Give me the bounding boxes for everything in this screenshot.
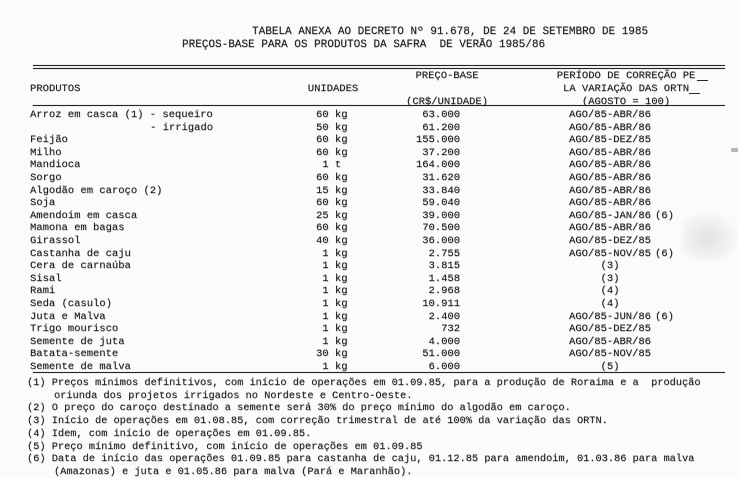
price-cell: 164.000: [415, 159, 460, 172]
product-cell: Castanha de caju: [30, 247, 131, 260]
period-cell: AGO/85-NOV/85: [569, 247, 651, 260]
price-cell: 61.200: [422, 121, 460, 134]
period-cell: AGO/85-ABR/86: [569, 335, 651, 348]
footnote-line: (5) Preço mínimo definitivo, com início de operações em 01.09.85: [27, 440, 423, 453]
period-cell: AGO/85-ABR/86: [569, 159, 651, 172]
price-cell: 10.911: [422, 298, 460, 310]
price-cell: 732: [441, 323, 460, 336]
table-top-rule-outer: [33, 65, 725, 66]
price-cell: 2.968: [428, 285, 460, 298]
unit-cell: 40 kg: [316, 235, 348, 247]
period-cell: (5): [600, 361, 620, 373]
table-row: [33, 122, 725, 135]
period-cell: AGO/85-ABR/86: [569, 222, 651, 235]
table-row: [30, 197, 725, 210]
price-cell: 3.815: [428, 260, 460, 273]
table-row: [30, 285, 725, 298]
period-cell: AGO/85-ABR/86: [569, 184, 651, 197]
product-cell: Feijão: [30, 134, 68, 147]
table-row: [30, 235, 725, 248]
table-row: [30, 348, 725, 361]
period-cell: AGO/85-DEZ/85: [569, 134, 651, 147]
unit-cell: 60 kg: [316, 172, 348, 184]
unit-cell: 60 kg: [316, 134, 348, 147]
column-header-price-line1: PREÇO-BASE: [415, 70, 479, 82]
table-row: [30, 209, 725, 223]
price-cell: 31.620: [422, 172, 460, 184]
product-cell: Mandioca: [30, 159, 81, 172]
period-cell: AGO/85-ABR/86: [569, 109, 651, 121]
column-header-units: UNIDADES: [307, 83, 359, 95]
table-row: [30, 310, 725, 324]
footnote-ref: (6): [655, 209, 674, 222]
unit-cell: 25 kg: [316, 209, 348, 222]
price-cell: 155.000: [415, 134, 460, 147]
unit-cell: 60 kg: [316, 146, 348, 159]
footnote-line: (6) Data de início das operações 01.09.85 para castanha de caju, 01.12.85 para amendoim, 01.03.86 para malva: [27, 453, 695, 466]
price-cell: 2.755: [428, 247, 460, 260]
price-cell: 1.458: [428, 272, 460, 285]
price-cell: 36.000: [422, 235, 460, 247]
period-cell: AGO/85-ABR/86: [569, 146, 651, 159]
table-row: [30, 361, 725, 374]
footnote-ref: (6): [655, 247, 674, 260]
table-top-rule-inner: [33, 68, 725, 69]
product-cell: Soja: [30, 197, 56, 210]
period-cell: AGO/85-ABR/86: [569, 197, 651, 210]
price-cell: 2.400: [428, 310, 460, 323]
footnote-ref: (6): [655, 310, 674, 323]
price-cell: 4.000: [428, 335, 460, 348]
unit-cell: 1 kg: [316, 310, 348, 323]
unit-cell: 1 kg: [316, 323, 348, 336]
footnote-line: (2) O preço do caroço destinado a semente será 30% do preço mínimo do algodão em caroço.: [27, 402, 571, 415]
unit-cell: 1 kg: [316, 335, 348, 348]
unit-cell: 1 kg: [316, 260, 348, 273]
footnote-line: oriunda dos projetos irrigados no Nordeste e Centro-Oeste.: [54, 389, 413, 402]
period-cell: AGO/85-DEZ/85: [569, 235, 651, 247]
unit-cell: 1 kg: [316, 361, 348, 373]
period-cell: (3): [600, 260, 620, 273]
unit-cell: 50 kg: [316, 121, 348, 134]
product-cell: Sisal: [30, 272, 62, 285]
column-header-period-line1: PERÍODO DE CORREÇÃO PE: [556, 70, 696, 82]
period-cell: AGO/85-JUN/86: [569, 310, 651, 323]
product-cell: Rami: [30, 285, 56, 298]
table-row: [30, 247, 725, 261]
product-cell: Sorgo: [30, 172, 62, 184]
product-cell: Semente de juta: [30, 335, 125, 348]
table-row: [30, 335, 725, 349]
scan-edge-artifact: [731, 148, 738, 152]
unit-cell: 1 kg: [316, 247, 348, 260]
price-cell: 51.000: [422, 348, 460, 361]
period-cell: (3): [600, 272, 620, 285]
unit-cell: 1 kg: [316, 298, 348, 310]
price-cell: 70.500: [422, 222, 460, 235]
footnote-line: (1) Preços mínimos definitivos, com início de operações em 01.09.85, para a produção de Roraima e a produção: [27, 377, 701, 389]
price-cell: 37.200: [422, 146, 460, 159]
document-title-line2: PREÇOS-BASE PARA OS PRODUTOS DA SAFRA DE VERÃO 1985/86: [182, 39, 546, 51]
document-title-line1: TABELA ANEXA AO DECRETO Nº 91.678, DE 24 DE SETEMBRO DE 1985: [252, 26, 649, 38]
product-cell: Algodão em caroço (2): [30, 184, 163, 197]
product-cell: Girassol: [30, 235, 81, 247]
table-row: [30, 159, 725, 172]
unit-cell: 1 t: [316, 159, 342, 172]
unit-cell: 1 kg: [316, 272, 348, 285]
table-row: [30, 172, 725, 185]
table-row: [30, 184, 725, 198]
price-cell: 63.000: [422, 109, 460, 121]
period-cell: (4): [600, 285, 620, 298]
period-cell: AGO/85-NOV/85: [569, 348, 651, 361]
table-row: [30, 260, 725, 273]
product-cell: Cera de carnaúba: [30, 260, 131, 273]
table-row: [30, 134, 725, 147]
unit-cell: 30 kg: [316, 348, 348, 361]
scan-smudge-artifact: [682, 212, 738, 260]
column-header-products: PRODUTOS: [30, 83, 81, 95]
product-cell: Arroz em casca (1) - sequeiro: [30, 109, 213, 121]
price-cell: 59.040: [422, 197, 460, 210]
product-cell: - irrigado: [150, 121, 214, 134]
unit-cell: 1 kg: [316, 285, 348, 298]
period-cell: AGO/85-DEZ/85: [569, 323, 651, 336]
period-cell: AGO/85-ABR/86: [569, 172, 651, 184]
hyphenation-mark: [697, 80, 708, 81]
footnote-line: (4) Idem, com início de operações em 01.09.85.: [27, 427, 312, 440]
table-row: [30, 298, 725, 311]
product-cell: Amendoim em casca: [30, 209, 138, 222]
table-row: [30, 146, 725, 160]
unit-cell: 60 kg: [316, 222, 348, 235]
period-cell: (4): [600, 298, 620, 310]
table-row: [30, 109, 725, 122]
column-header-period-line3: (AGOSTO = 100): [581, 96, 671, 108]
product-cell: Batata-semente: [30, 348, 119, 361]
column-header-price-line2: (CR$/UNIDADE): [406, 96, 488, 108]
hyphenation-mark: [689, 93, 700, 94]
price-cell: 39.000: [422, 209, 460, 222]
unit-cell: 60 kg: [316, 197, 348, 210]
table-row: [30, 323, 725, 336]
period-cell: AGO/85-JAN/86: [569, 209, 651, 222]
product-cell: Mamona em bagas: [30, 222, 125, 235]
product-cell: Seda (casulo): [30, 298, 112, 310]
unit-cell: 15 kg: [316, 184, 348, 197]
product-cell: Milho: [30, 146, 62, 159]
table-row: [30, 222, 725, 235]
period-cell: AGO/85-ABR/86: [569, 121, 651, 134]
footnote-line: (Amazonas) e juta e 01.05.86 para malva (Pará e Maranhão).: [54, 465, 413, 478]
product-cell: Trigo mourisco: [30, 323, 119, 336]
column-header-period-line2: LA VARIAÇÃO DAS ORTN: [562, 83, 690, 95]
price-cell: 6.000: [428, 361, 460, 373]
table-row: [30, 272, 725, 286]
footnote-line: (3) Início de operações em 01.08.85, com correção trimestral de até 100% da variação das ORTN.: [27, 415, 608, 428]
product-cell: Semente de malva: [30, 361, 131, 373]
unit-cell: 60 kg: [316, 109, 348, 121]
product-cell: Juta e Malva: [30, 310, 106, 323]
price-cell: 33.840: [422, 184, 460, 197]
